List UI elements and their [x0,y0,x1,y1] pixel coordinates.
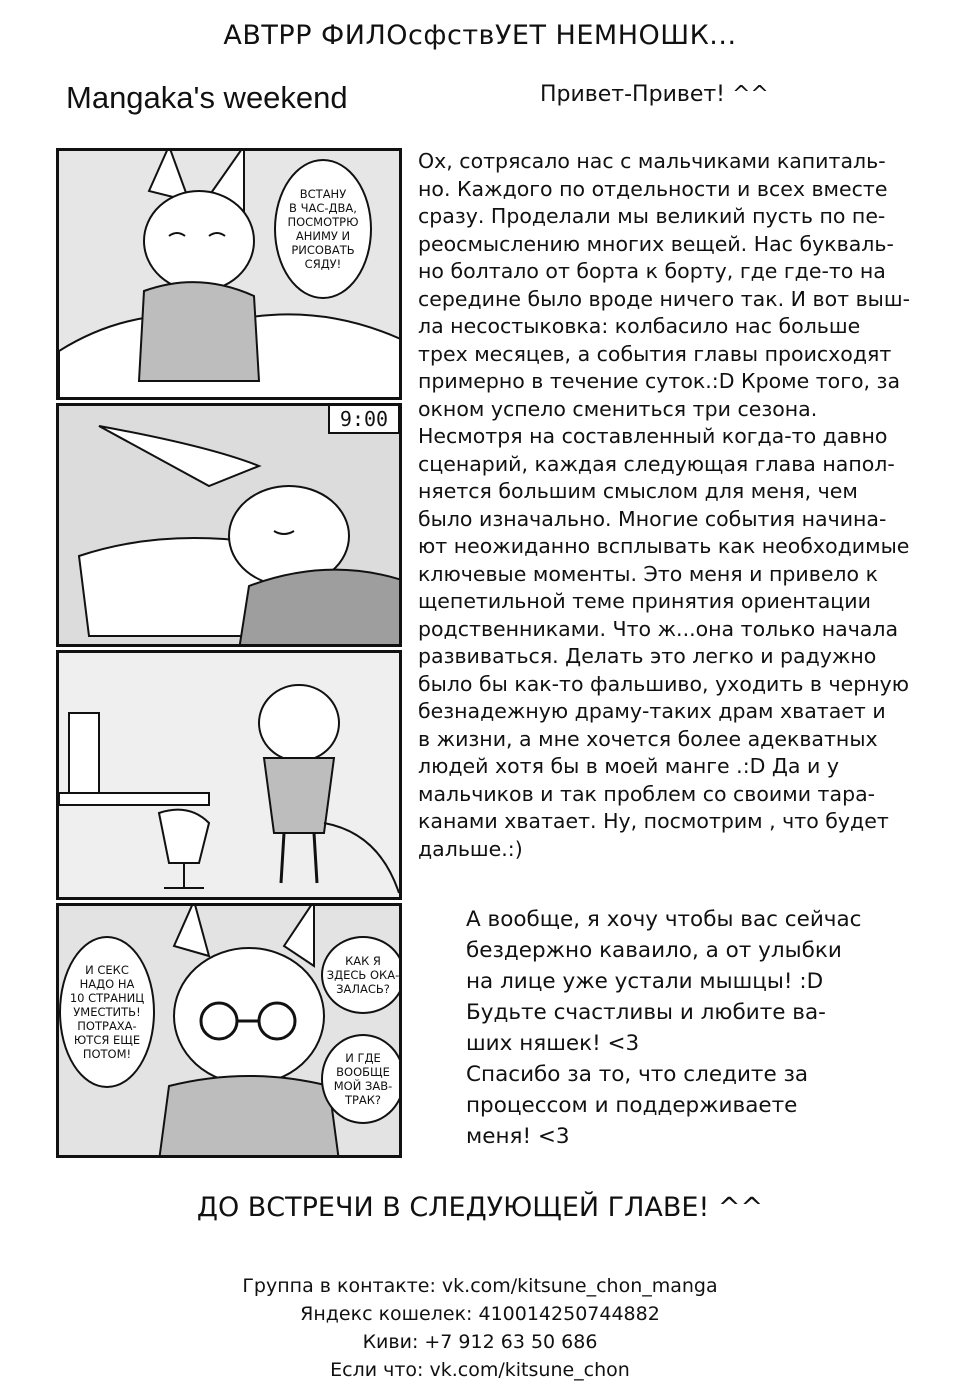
greeting: Привет-Привет! ^^ [540,82,769,107]
comic-panel-1 [56,148,402,400]
page-header: АВТРР ФИЛОсфствУЕТ НЕМНОШК... [223,20,737,51]
panel-2-drawing [59,406,402,647]
clock-display: 9:00 [328,404,400,434]
closing-line: ДО ВСТРЕЧИ В СЛЕДУЮЩЕЙ ГЛАВЕ! ^^ [196,1192,764,1223]
speech-bubble: КАК Я ЗДЕСЬ ОКА- ЗАЛАСЬ? [321,936,402,1014]
author-note-paragraph-2: А вообще, я хочу чтобы вас сейчас бездержно каваило, а от улыбки на лице уже устали мышцы! :D Будьте счастливы и любите ва- ших няшек! <3 Спасибо за то, что следите за процессом и поддерживаете меня! <3 [466,907,862,1149]
comic-panel-4 [56,903,402,1158]
speech-bubble: ВСТАНУ В ЧАС-ДВА, ПОСМОТРЮ АНИМУ И РИСОВАТЬ СЯДУ! [274,159,372,299]
contact-yandex-wallet: Яндекс кошелек: 410014250744882 [300,1303,660,1325]
panel-3-drawing [59,653,402,900]
contacts-block [0,1272,960,1384]
contact-vk-group: Группа в контакте: vk.com/kitsune_chon_manga [242,1275,718,1297]
contact-vk-personal: Если что: vk.com/kitsune_chon [330,1359,630,1381]
author-note-paragraph-1: Ох, сотрясало нас с мальчиками капиталь- но. Каждого по отдельности и всех вместе сразу. Проделали мы великий пусть по пе- реосмыслению многих вещей. Нас букваль- но болтало от борта к борту, где где-то на середине было вроде ничего так. И вот выш- ла несостыковка: колбасило нас больше трех месяцев, а события главы происходят примерно в течение суток.:D Кроме того, за окном успело смениться три сезона. Несмотря на составленный когда-то давно сценарий, каждая следующая глава напол- няется большим смыслом для меня, чем было изначально. Многие события начина- ют неожиданно всплывать как необходимые ключевые моменты. Это меня и привело к щепетильной теме принятия ориентации родственниками. Что ж...она только начала развиваться. Делать это легко и радужно было бы как-то фальшиво, уходить в черную безнадежную драму-таких драм хватает и в жизни, а мне хочется более адекватных людей хотя бы в моей манге .:D Да и у мальчиков и так проблем со своими тара- канами хватает. Ну, посмотрим , что будет дальше.:) [418,149,911,861]
comic-title: Mangaka's weekend [66,80,348,115]
speech-bubble: И СЕКС НАДО НА 10 СТРАНИЦ УМЕСТИТЬ! ПОТРАХА- ЮТСЯ ЕЩЕ ПОТОМ! [59,936,155,1088]
contact-qiwi: Киви: +7 912 63 50 686 [362,1331,598,1353]
comic-panel-3 [56,650,402,900]
comic-panel-2 [56,403,402,647]
speech-bubble: И ГДЕ ВООБЩЕ МОЙ ЗАВ- ТРАК? [321,1034,402,1124]
